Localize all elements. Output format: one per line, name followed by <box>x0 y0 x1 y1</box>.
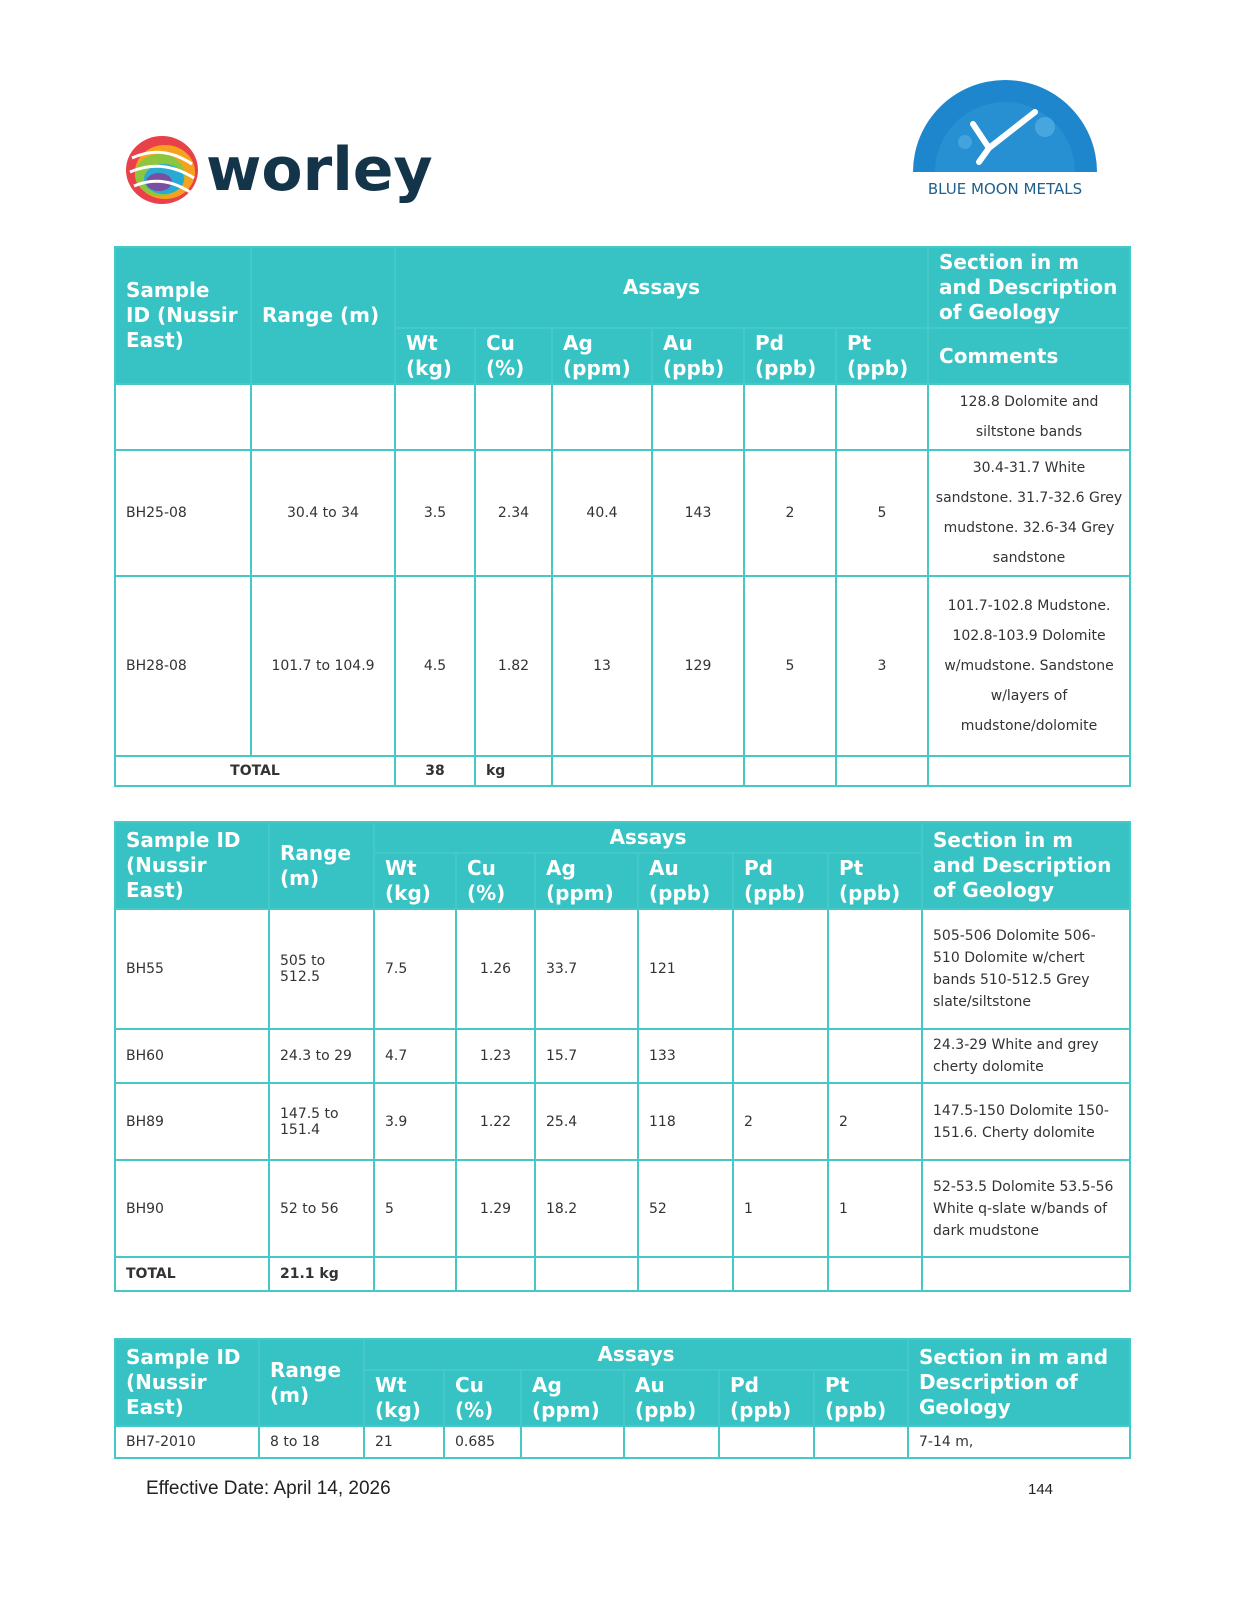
sample-id: BH25-08 <box>115 450 251 576</box>
ag: 25.4 <box>535 1083 638 1160</box>
pt: 2 <box>828 1083 922 1160</box>
total-label: TOTAL <box>115 1257 269 1291</box>
cu: 1.82 <box>475 576 552 756</box>
cu: 1.29 <box>456 1160 535 1257</box>
total-value: 21.1 kg <box>269 1257 374 1291</box>
effective-date: Effective Date: April 14, 2026 <box>146 1478 391 1499</box>
pd <box>719 1426 814 1458</box>
cu: 2.34 <box>475 450 552 576</box>
assay-table-2 <box>114 821 1131 1292</box>
comment: 7-14 m, <box>908 1426 1130 1458</box>
header-pt: Pt (ppb) <box>836 328 928 384</box>
header-section: Section in m and Description of Geology <box>922 822 1130 909</box>
table-row <box>115 384 1130 450</box>
wt: 3.5 <box>395 450 475 576</box>
range <box>251 384 395 450</box>
pd: 2 <box>733 1083 828 1160</box>
comment: 24.3-29 White and grey cherty dolomite <box>922 1029 1130 1083</box>
pd: 1 <box>733 1160 828 1257</box>
pd <box>744 384 836 450</box>
header-sample-id: Sample ID (Nussir East) <box>115 247 251 384</box>
pt <box>828 909 922 1029</box>
comment: 30.4-31.7 White sandstone. 31.7-32.6 Grey mudstone. 32.6-34 Grey sandstone <box>928 450 1130 576</box>
ag <box>521 1426 624 1458</box>
header-comments: Comments <box>928 328 1130 384</box>
header-wt: Wt (kg) <box>364 1370 444 1426</box>
cu: 1.23 <box>456 1029 535 1083</box>
blue-moon-metals-logo <box>905 72 1105 207</box>
range: 24.3 to 29 <box>269 1029 374 1083</box>
wt: 3.9 <box>374 1083 456 1160</box>
sample-id <box>115 384 251 450</box>
wt <box>395 384 475 450</box>
pt: 3 <box>836 576 928 756</box>
range: 147.5 to 151.4 <box>269 1083 374 1160</box>
header-pt: Pt (ppb) <box>814 1370 908 1426</box>
header-wt: Wt (kg) <box>374 853 456 909</box>
pd: 5 <box>744 576 836 756</box>
pt: 1 <box>828 1160 922 1257</box>
total-label: TOTAL <box>115 756 395 786</box>
total-row <box>115 756 1130 786</box>
au: 52 <box>638 1160 733 1257</box>
au: 143 <box>652 450 744 576</box>
header-cu: Cu (%) <box>456 853 535 909</box>
ag: 40.4 <box>552 450 652 576</box>
header-au: Au (ppb) <box>624 1370 719 1426</box>
header-pt: Pt (ppb) <box>828 853 922 909</box>
header-assays: Assays <box>374 822 922 853</box>
range: 101.7 to 104.9 <box>251 576 395 756</box>
sample-id: BH28-08 <box>115 576 251 756</box>
header-wt: Wt (kg) <box>395 328 475 384</box>
sample-id: BH89 <box>115 1083 269 1160</box>
cu <box>475 384 552 450</box>
table-row <box>115 909 1130 1029</box>
header-range: Range (m) <box>269 822 374 909</box>
cu: 1.26 <box>456 909 535 1029</box>
au: 118 <box>638 1083 733 1160</box>
table-row <box>115 1426 1130 1458</box>
au: 129 <box>652 576 744 756</box>
sample-id: BH55 <box>115 909 269 1029</box>
sample-id: BH90 <box>115 1160 269 1257</box>
range: 30.4 to 34 <box>251 450 395 576</box>
svg-text:BLUE MOON METALS: BLUE MOON METALS <box>927 180 1083 198</box>
comment: 52-53.5 Dolomite 53.5-56 White q-slate w/bands of dark mudstone <box>922 1160 1130 1257</box>
sample-id: BH7-2010 <box>115 1426 259 1458</box>
header-section: Section in m and Description of Geology <box>908 1339 1130 1426</box>
header-ag: Ag (ppm) <box>535 853 638 909</box>
ag: 13 <box>552 576 652 756</box>
table-row <box>115 576 1130 756</box>
comment: 128.8 Dolomite and siltstone bands <box>928 384 1130 450</box>
range: 52 to 56 <box>269 1160 374 1257</box>
pt <box>814 1426 908 1458</box>
wt: 4.7 <box>374 1029 456 1083</box>
header-assays: Assays <box>364 1339 908 1370</box>
ag: 33.7 <box>535 909 638 1029</box>
header-au: Au (ppb) <box>652 328 744 384</box>
comment: 505-506 Dolomite 506-510 Dolomite w/chert bands 510-512.5 Grey slate/siltstone <box>922 909 1130 1029</box>
total-unit: kg <box>475 756 552 786</box>
table-row <box>115 1160 1130 1257</box>
comment: 101.7-102.8 Mudstone. 102.8-103.9 Dolomite w/mudstone. Sandstone w/layers of mudstone/dolomite <box>928 576 1130 756</box>
header-pd: Pd (ppb) <box>744 328 836 384</box>
wt: 4.5 <box>395 576 475 756</box>
header-section: Section in m and Description of Geology <box>928 247 1130 328</box>
assay-table-1 <box>114 246 1131 787</box>
svg-text:worley: worley <box>206 135 433 205</box>
wt: 21 <box>364 1426 444 1458</box>
wt: 7.5 <box>374 909 456 1029</box>
page-number: 144 <box>1028 1481 1054 1498</box>
pt <box>828 1029 922 1083</box>
pd <box>733 1029 828 1083</box>
total-value: 38 <box>395 756 475 786</box>
table-row <box>115 450 1130 576</box>
cu: 0.685 <box>444 1426 521 1458</box>
au <box>652 384 744 450</box>
header-ag: Ag (ppm) <box>552 328 652 384</box>
header-cu: Cu (%) <box>444 1370 521 1426</box>
assay-table-3 <box>114 1338 1131 1459</box>
au: 121 <box>638 909 733 1029</box>
sample-id: BH60 <box>115 1029 269 1083</box>
pt <box>836 384 928 450</box>
cu: 1.22 <box>456 1083 535 1160</box>
au: 133 <box>638 1029 733 1083</box>
range: 505 to 512.5 <box>269 909 374 1029</box>
ag <box>552 384 652 450</box>
au <box>624 1426 719 1458</box>
wt: 5 <box>374 1160 456 1257</box>
header-assays: Assays <box>395 247 928 328</box>
header-pd: Pd (ppb) <box>733 853 828 909</box>
pd: 2 <box>744 450 836 576</box>
header-sample-id: Sample ID (Nussir East) <box>115 822 269 909</box>
table-row <box>115 1083 1130 1160</box>
header-pd: Pd (ppb) <box>719 1370 814 1426</box>
header-range: Range (m) <box>259 1339 364 1426</box>
pd <box>733 909 828 1029</box>
total-row <box>115 1257 1130 1291</box>
header-au: Au (ppb) <box>638 853 733 909</box>
header-range: Range (m) <box>251 247 395 384</box>
comment: 147.5-150 Dolomite 150-151.6. Cherty dolomite <box>922 1083 1130 1160</box>
header-ag: Ag (ppm) <box>521 1370 624 1426</box>
ag: 15.7 <box>535 1029 638 1083</box>
table-row <box>115 1029 1130 1083</box>
header-sample-id: Sample ID (Nussir East) <box>115 1339 259 1426</box>
pt: 5 <box>836 450 928 576</box>
ag: 18.2 <box>535 1160 638 1257</box>
worley-logo <box>124 128 444 213</box>
range: 8 to 18 <box>259 1426 364 1458</box>
header-cu: Cu (%) <box>475 328 552 384</box>
